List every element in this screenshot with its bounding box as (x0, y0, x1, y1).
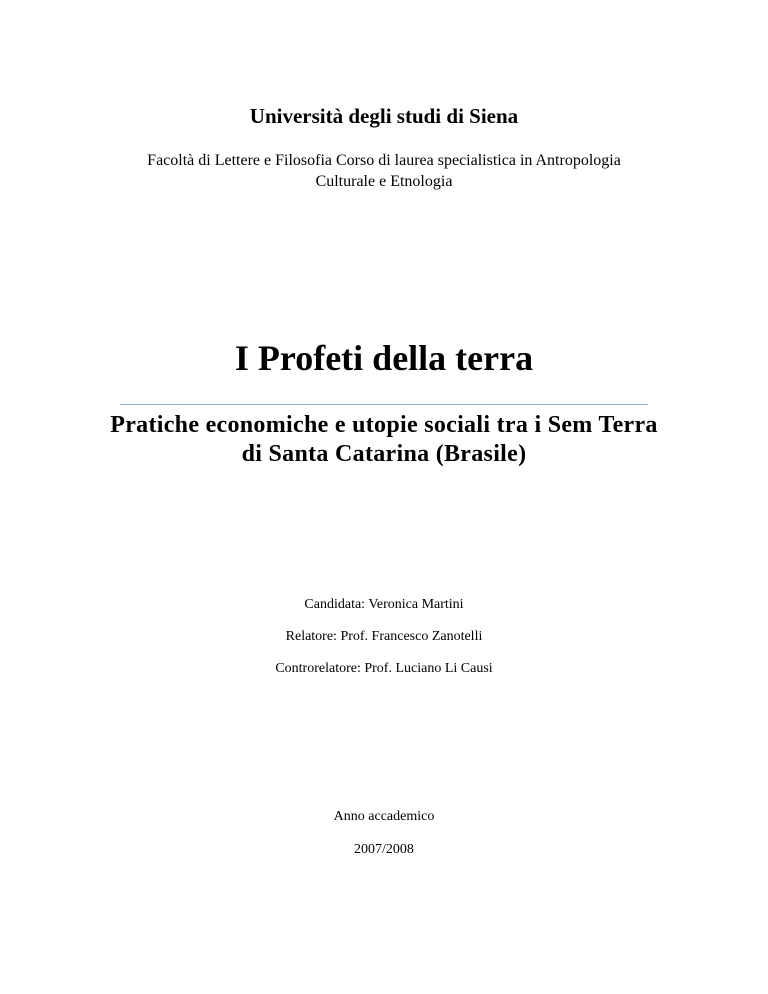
relatore-line: Relatore: Prof. Francesco Zanotelli (285, 629, 483, 644)
academic-year-label: Anno accademico (333, 809, 435, 824)
candidate-line: Candidata: Veronica Martini (304, 597, 464, 612)
academic-year: 2007/2008 (354, 842, 414, 857)
faculty-course: Facoltà di Lettere e Filosofia Corso di laurea specialistica in Antropologia Culturale e Etnologia (147, 152, 621, 190)
thesis-subtitle: Pratiche economiche e utopie sociali tra i Sem Terra di Santa Catarina (Brasile) (110, 412, 658, 467)
university-name: Università degli studi di Siena (249, 104, 519, 128)
title-divider (120, 404, 648, 405)
controrelatore-line: Controrelatore: Prof. Luciano Li Causi (275, 661, 493, 676)
thesis-title: I Profeti della terra (234, 338, 534, 378)
